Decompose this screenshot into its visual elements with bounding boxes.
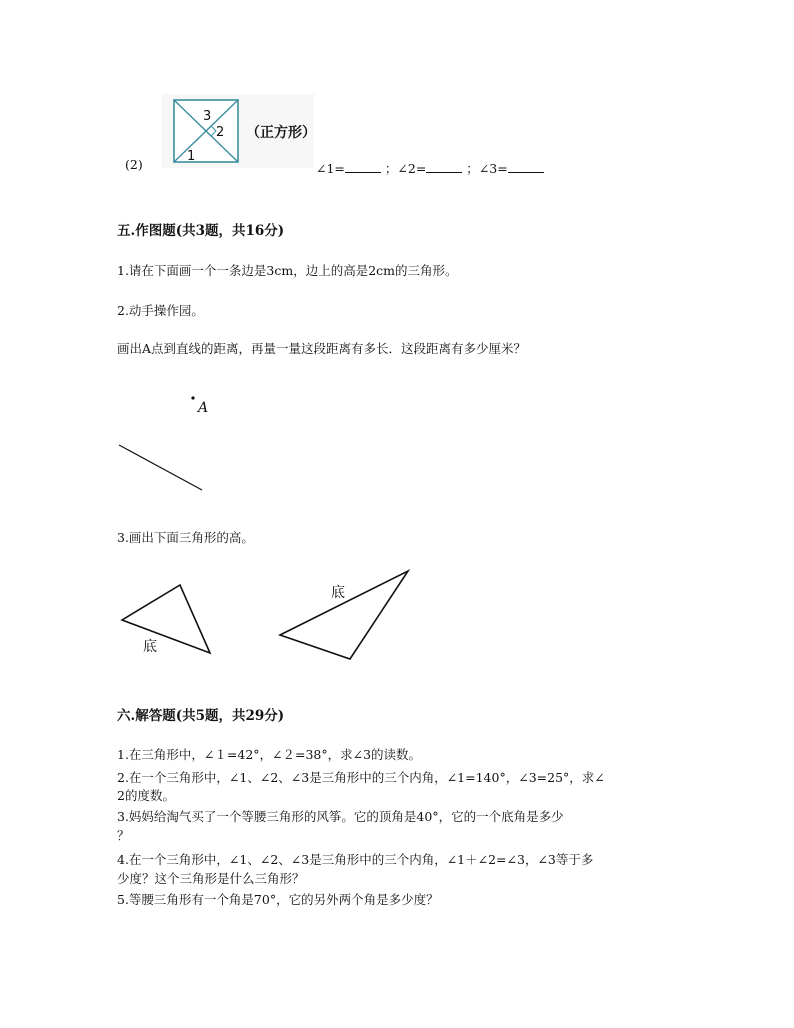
section6-title: 六.解答题(共5题，共29分) <box>117 708 285 724</box>
angle-blanks <box>316 159 544 177</box>
section5-q2-desc: 画出A点到直线的距离，再量一量这段距离有多长．这段距离有多少厘米？ <box>117 341 527 356</box>
angle3-blank[interactable] <box>508 160 544 173</box>
angle1-blank[interactable] <box>345 160 381 173</box>
section5-q2: 2.动手操作园。 <box>117 303 204 318</box>
point-line-diagram <box>112 388 222 498</box>
item-label: (2) <box>125 157 143 172</box>
section5-q1: 1.请在下面画一个一条边是3cm，边上的高是2cm的三角形。 <box>117 263 458 278</box>
section6-q1: 1.在三角形中，∠１=42°，∠２=38°，求∠3的读数。 <box>117 747 422 762</box>
section6-q3-line1: 3.妈妈给淘气买了一个等腰三角形的风筝。它的顶角是40°，它的一个底角是多少 <box>117 809 564 824</box>
angle-label-2: 2 <box>216 125 225 140</box>
angle1-label: ∠1= <box>316 161 345 176</box>
separator: ； <box>384 161 398 176</box>
angle-label-3: 3 <box>203 109 212 124</box>
section6-q4-line1: 4.在一个三角形中，∠1、∠2、∠3是三角形中的三个内角，∠1＋∠2=∠3，∠3等于多 <box>117 852 594 867</box>
section6-q2-line1: 2.在一个三角形中，∠1、∠2、∠3是三角形中的三个内角，∠1=140°，∠3=25°，求∠ <box>117 770 605 785</box>
section6-q5: 5.等腰三角形有一个角是70°，它的另外两个角是多少度？ <box>117 892 439 907</box>
section5-q3: 3.画出下面三角形的高。 <box>117 530 254 545</box>
base-label-right: 底 <box>331 585 345 601</box>
section6-q3-line2: ？ <box>117 828 130 843</box>
angle3-label: ∠3= <box>478 161 508 176</box>
angle2-label: ∠2= <box>397 161 427 176</box>
separator: ； <box>466 161 479 176</box>
section6-q2-line2: 2的度数。 <box>117 788 175 803</box>
angle2-blank[interactable] <box>426 160 462 173</box>
section5-title: 五.作图题(共3题，共16分) <box>117 223 285 239</box>
base-label-left: 底 <box>143 639 157 655</box>
triangles-diagram <box>112 565 422 665</box>
angle-label-1: 1 <box>187 149 196 164</box>
shape-note: （正方形） <box>246 125 316 141</box>
point-a-label: A <box>198 400 209 416</box>
section6-q4-line2: 少度？这个三角形是什么三角形？ <box>117 871 305 886</box>
